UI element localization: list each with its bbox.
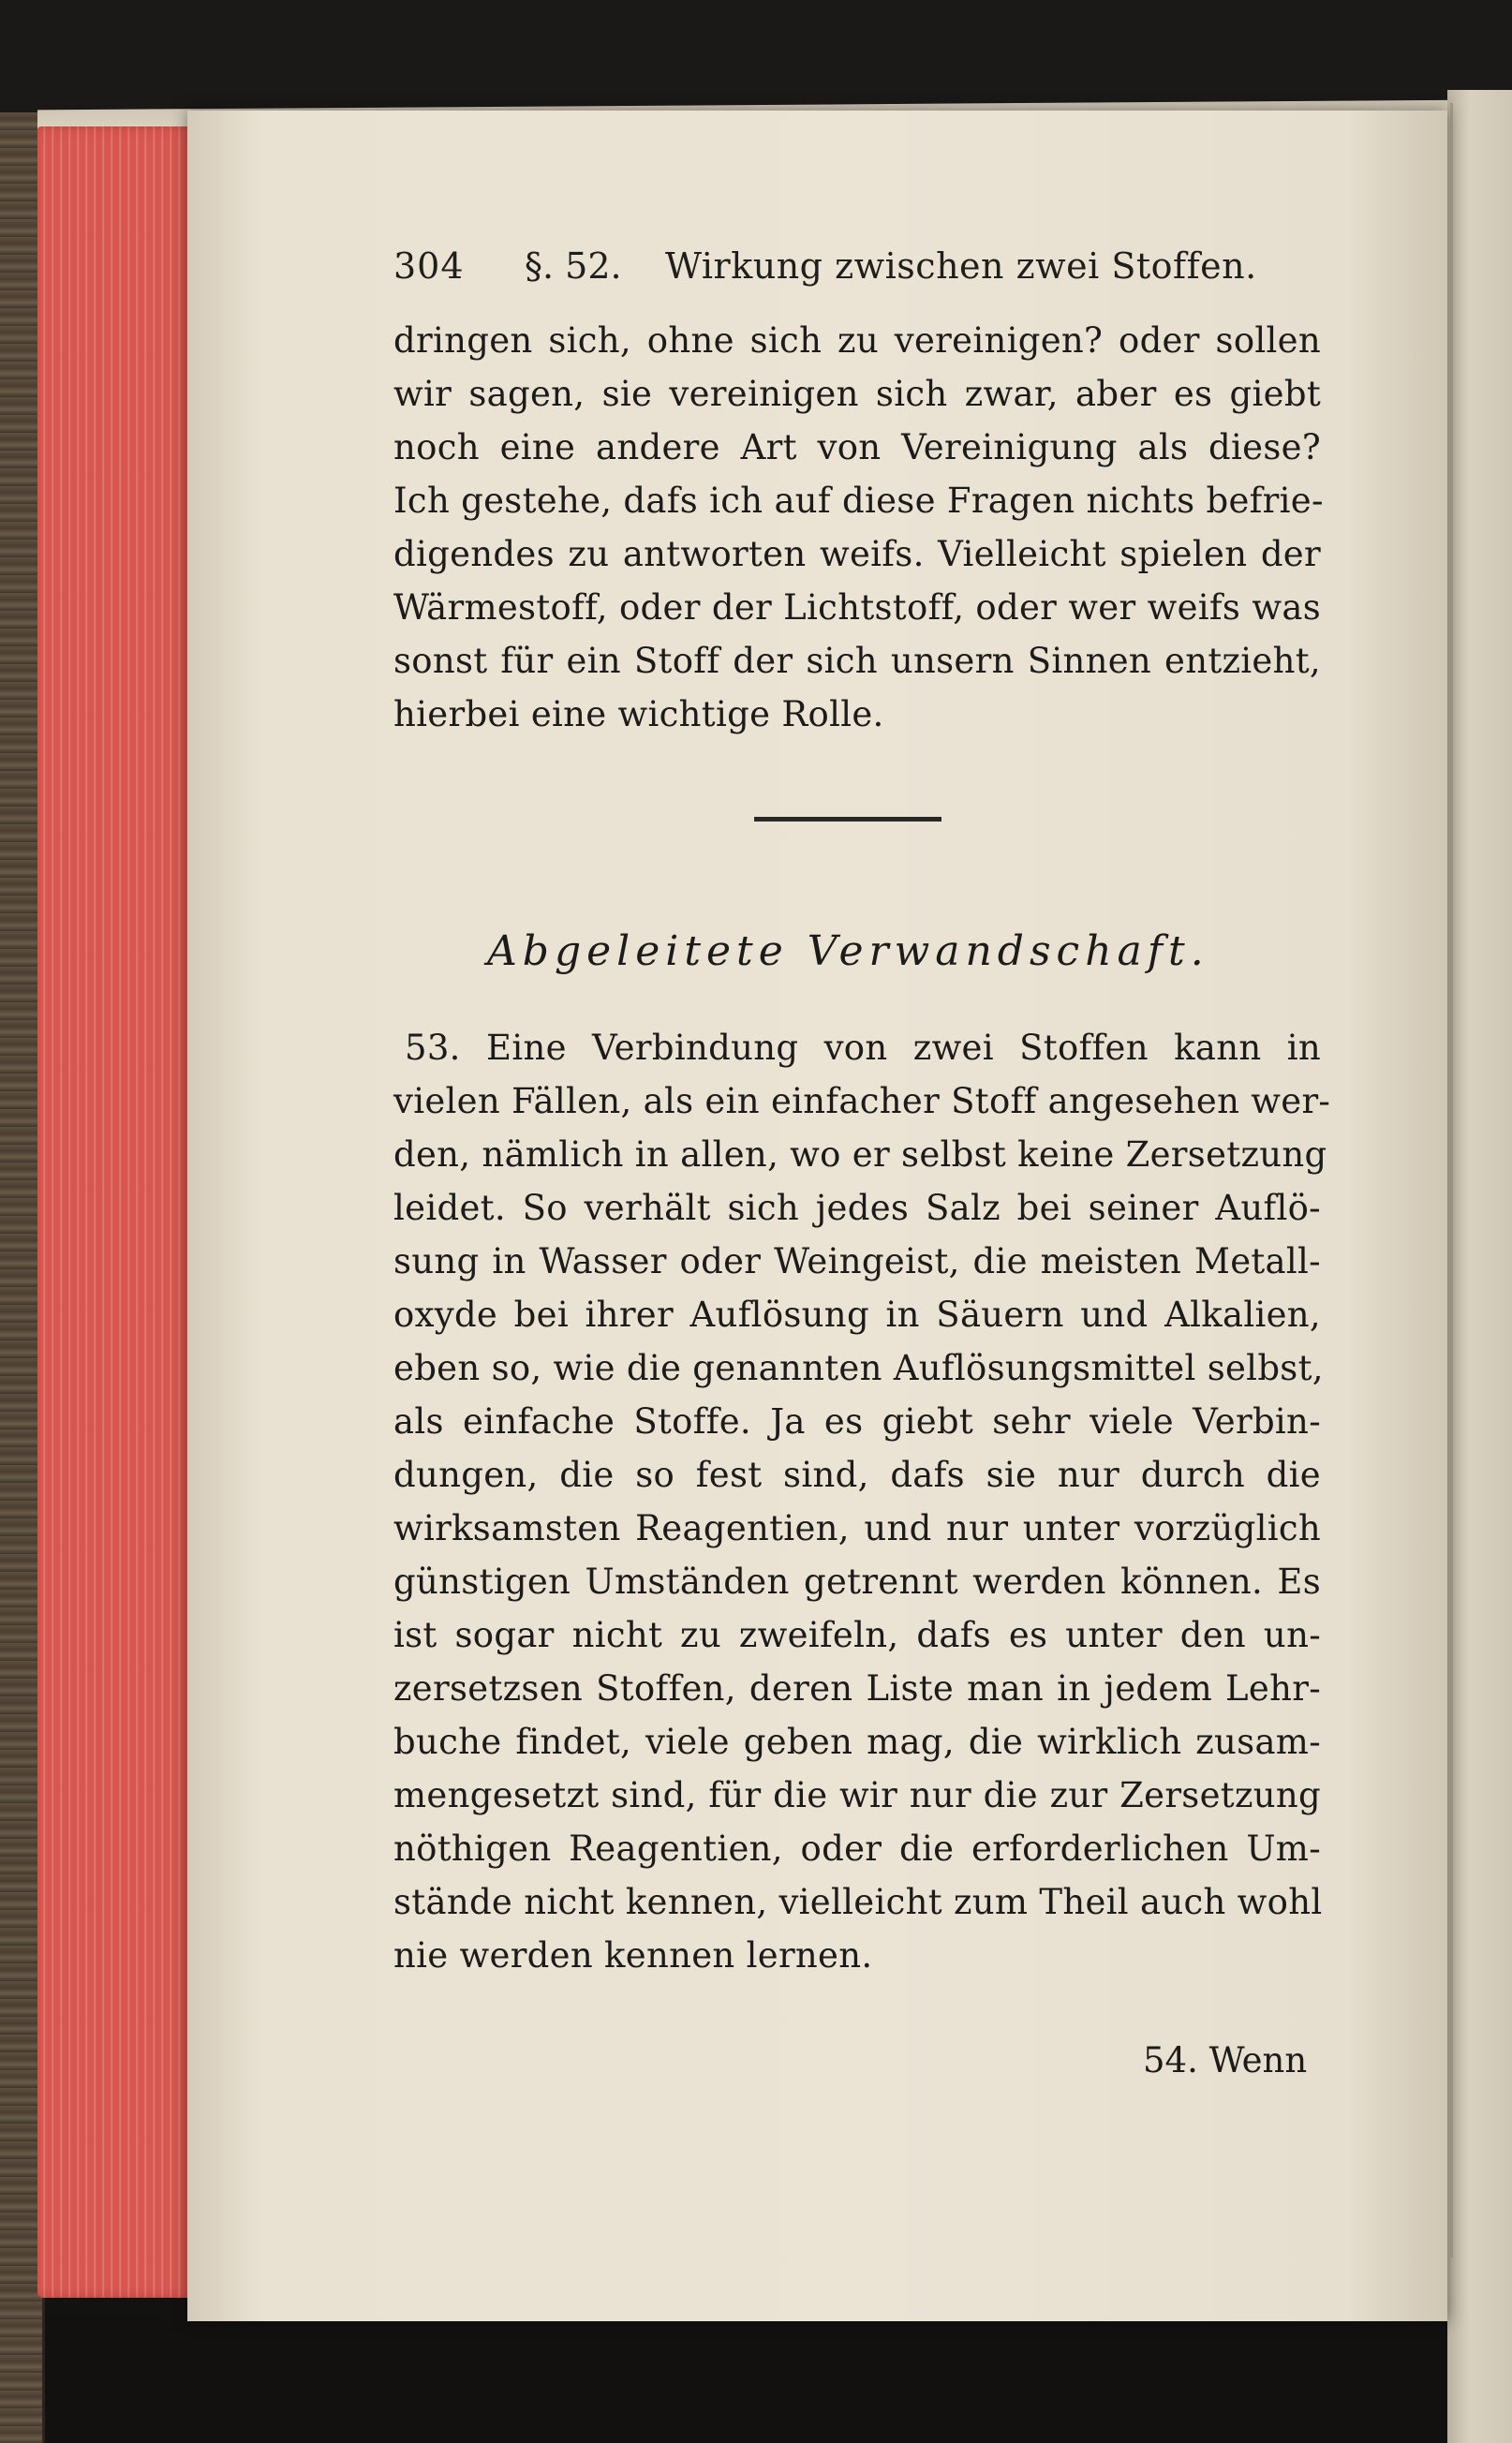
text-line: wirksamsten Reagentien, und nur unter vorzüglich [393, 1508, 1321, 1548]
text-line: Ich gestehe, dafs ich auf diese Fragen nichts befrie- [393, 481, 1324, 521]
text-line: vielen Fällen, als ein einfacher Stoff angesehen wer- [393, 1081, 1331, 1121]
facing-page-edge [1447, 90, 1512, 2443]
page-number: 304 [393, 245, 465, 287]
section-heading: Abgeleitete Verwandschaft. [487, 927, 1209, 975]
text-line: sonst für ein Stoff der sich unsern Sinnen entzieht, [393, 641, 1321, 681]
section-divider [754, 817, 941, 822]
catchword: 54. Wenn [1143, 2040, 1308, 2080]
text-line: dungen, die so fest sind, dafs sie nur durch die [393, 1455, 1321, 1495]
text-line: buche findet, viele geben mag, die wirklich zusam- [393, 1722, 1321, 1762]
running-header [393, 245, 1321, 296]
text-line: ist sogar nicht zu zweifeln, dafs es unter den un- [393, 1615, 1321, 1655]
text-line: nöthigen Reagentien, oder die erforderlichen Um- [393, 1829, 1321, 1869]
running-title: Wirkung zwischen zwei Stoffen. [665, 245, 1257, 287]
red-page-edges [37, 126, 197, 2298]
text-line: dringen sich, ohne sich zu vereinigen? oder sollen [393, 320, 1321, 361]
text-line: digendes zu antworten weifs. Vielleicht spielen der [393, 534, 1321, 574]
text-line: sung in Wasser oder Weingeist, die meisten Metall- [393, 1241, 1321, 1281]
text-line: günstigen Umständen getrennt werden können. Es [393, 1562, 1321, 1602]
text-line: leidet. So verhält sich jedes Salz bei seiner Auflö- [393, 1188, 1321, 1228]
text-line: zersetzsen Stoffen, deren Liste man in jedem Lehr- [393, 1668, 1321, 1709]
text-line: 53. Eine Verbindung von zwei Stoffen kann in [405, 1028, 1321, 1068]
text-line: eben so, wie die genannten Auflösungsmittel selbst, [393, 1348, 1324, 1388]
gutter [1450, 103, 1453, 2258]
text-line: als einfache Stoffe. Ja es giebt sehr viele Verbin- [393, 1401, 1321, 1442]
text-line: stände nicht kennen, vielleicht zum Theil auch wohl [393, 1882, 1323, 1922]
text-line: wir sagen, sie vereinigen sich zwar, aber es giebt [393, 374, 1321, 414]
text-line: mengesetzt sind, für die wir nur die zur Zersetzung [393, 1775, 1321, 1815]
text-line: den, nämlich in allen, wo er selbst keine Zersetzung [393, 1134, 1327, 1175]
text-line: oxyde bei ihrer Auflösung in Säuern und Alkalien, [393, 1295, 1321, 1335]
section-number: §. 52. [525, 245, 622, 287]
text-line: noch eine andere Art von Vereinigung als diese? [393, 427, 1321, 467]
text-line: nie werden kennen lernen. [393, 1935, 873, 1976]
text-line: hierbei eine wichtige Rolle. [393, 694, 884, 734]
text-line: Wärmestoff, oder der Lichtstoff, oder wer weifs was [393, 587, 1321, 628]
